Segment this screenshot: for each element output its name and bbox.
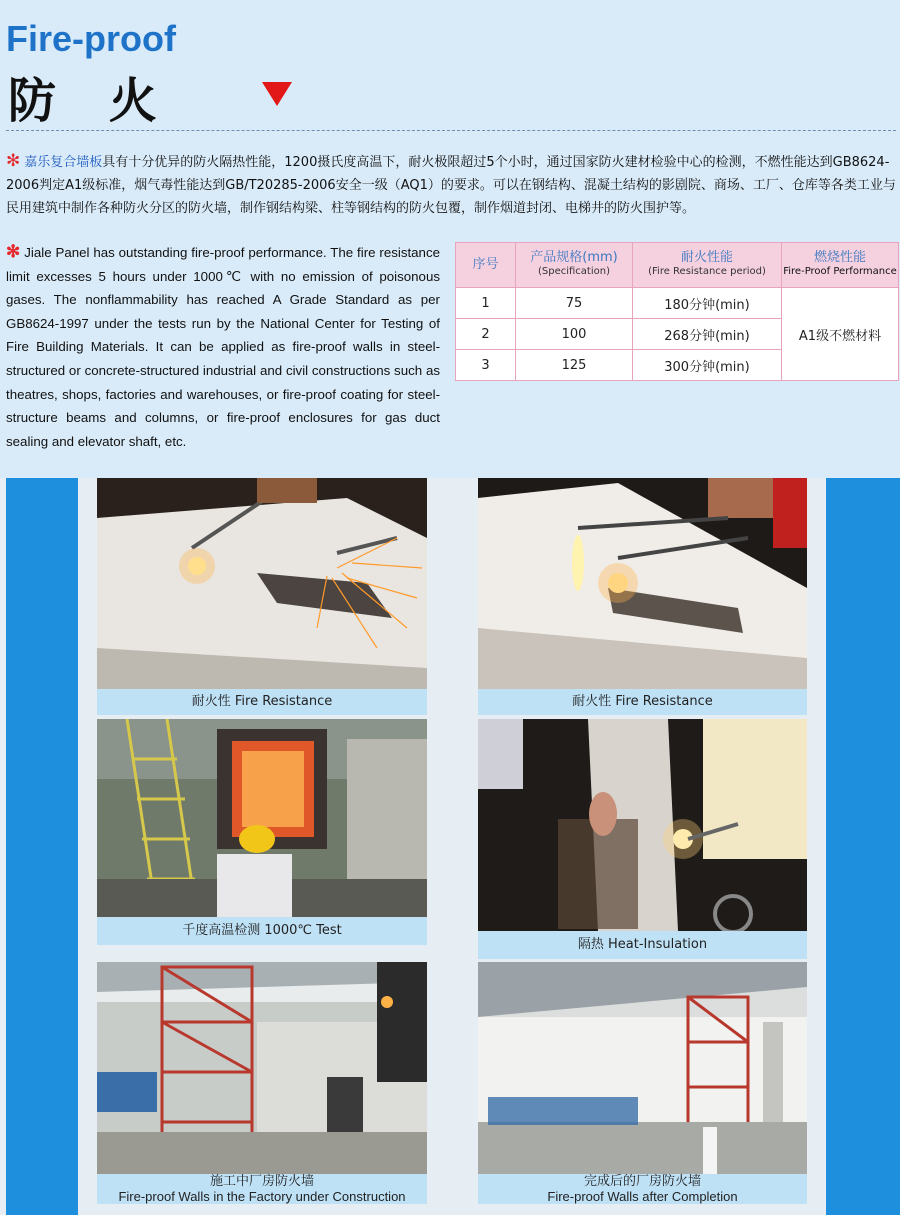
asterisk-icon: ✻ — [6, 242, 21, 261]
photo-fire-resistance-2 — [478, 478, 807, 689]
caption-photo-5: 施工中厂房防火墙 Fire-proof Walls in the Factory under Construction — [97, 1174, 427, 1204]
caption-photo-3: 千度高温检测 1000℃ Test — [97, 917, 427, 945]
divider — [6, 130, 896, 131]
caption-photo-1: 耐火性 Fire Resistance — [97, 689, 427, 715]
header-spec: 产品规格(mm) (Specification) — [516, 243, 633, 288]
cell-no: 1 — [456, 288, 516, 319]
intro-paragraph-cn — [6, 150, 896, 220]
photo-fire-resistance-1 — [97, 478, 427, 689]
cell-period: 180分钟(min) — [633, 288, 782, 319]
caption-photo-6: 完成后的厂房防火墙 Fire-proof Walls after Completion — [478, 1174, 807, 1204]
cell-spec: 75 — [516, 288, 633, 319]
table-row — [456, 288, 899, 319]
page-title-en: Fire-proof — [6, 18, 176, 59]
brand-name: 嘉乐复合墙板 — [24, 155, 103, 170]
asterisk-icon: ✻ — [6, 151, 21, 171]
photo-walls-under-construction — [97, 962, 427, 1174]
page-title-cn: 防 火 — [8, 73, 175, 129]
right-blue-band — [826, 478, 900, 1215]
caption-photo-4: 隔热 Heat-Insulation — [478, 931, 807, 959]
cell-period: 300分钟(min) — [633, 350, 782, 381]
cell-spec: 100 — [516, 319, 633, 350]
photo-heat-insulation — [478, 719, 807, 931]
intro-text-cn: 具有十分优异的防火隔热性能，1200摄氏度高温下，耐火极限超过5个小时，通过国家防火建材检验中心的检测，不燃性能达到GB8624-2006判定A1级标准，烟气毒性能达到GB/T20285-2006安全一级（AQ1）的要求。可以在钢结构、混凝土结构的影剧院、商场、工厂、仓库等各类工业与民用建筑中制作各种防火分区的防火墙，制作钢结构梁、柱等钢结构的防火包覆，制作烟道封闭、电梯井的防火围护等。 — [6, 155, 896, 216]
intro-paragraph-en — [6, 240, 440, 453]
cell-period: 268分钟(min) — [633, 319, 782, 350]
cell-no: 3 — [456, 350, 516, 381]
caption-photo-2: 耐火性 Fire Resistance — [478, 689, 807, 715]
photo-1000c-test — [97, 719, 427, 917]
header-performance: 燃烧性能 Fire-Proof Performance — [782, 243, 899, 288]
header-period: 耐火性能 (Fire Resistance period) — [633, 243, 782, 288]
cell-spec: 125 — [516, 350, 633, 381]
intro-text-en: Jiale Panel has outstanding fire-proof performance. The fire resistance limit excesses 5 hours under 1000℃ with no emission of poisonous gases. The nonflammability has reached A Grade Standard as per GB8624-1997 under the tests run by the National Center for Testing of Fire Building Materials. It can be applied as fire-proof walls in steel-structured or concrete-structured industrial and civil constructions such as theatres, shops, factories and warehouses, or fire-proof coating for steel-structure beams and columns, or fire-proof enclosures for gas duct sealing and elevator shaft, etc. — [6, 245, 440, 449]
cell-performance: A1级不燃材料 — [782, 288, 899, 381]
spec-table — [455, 242, 899, 381]
cell-no: 2 — [456, 319, 516, 350]
table-header-row — [456, 243, 899, 288]
left-blue-band — [6, 478, 78, 1215]
header-no: 序号 — [456, 243, 516, 288]
triangle-down-icon — [262, 82, 292, 106]
photo-walls-after-completion — [478, 962, 807, 1174]
